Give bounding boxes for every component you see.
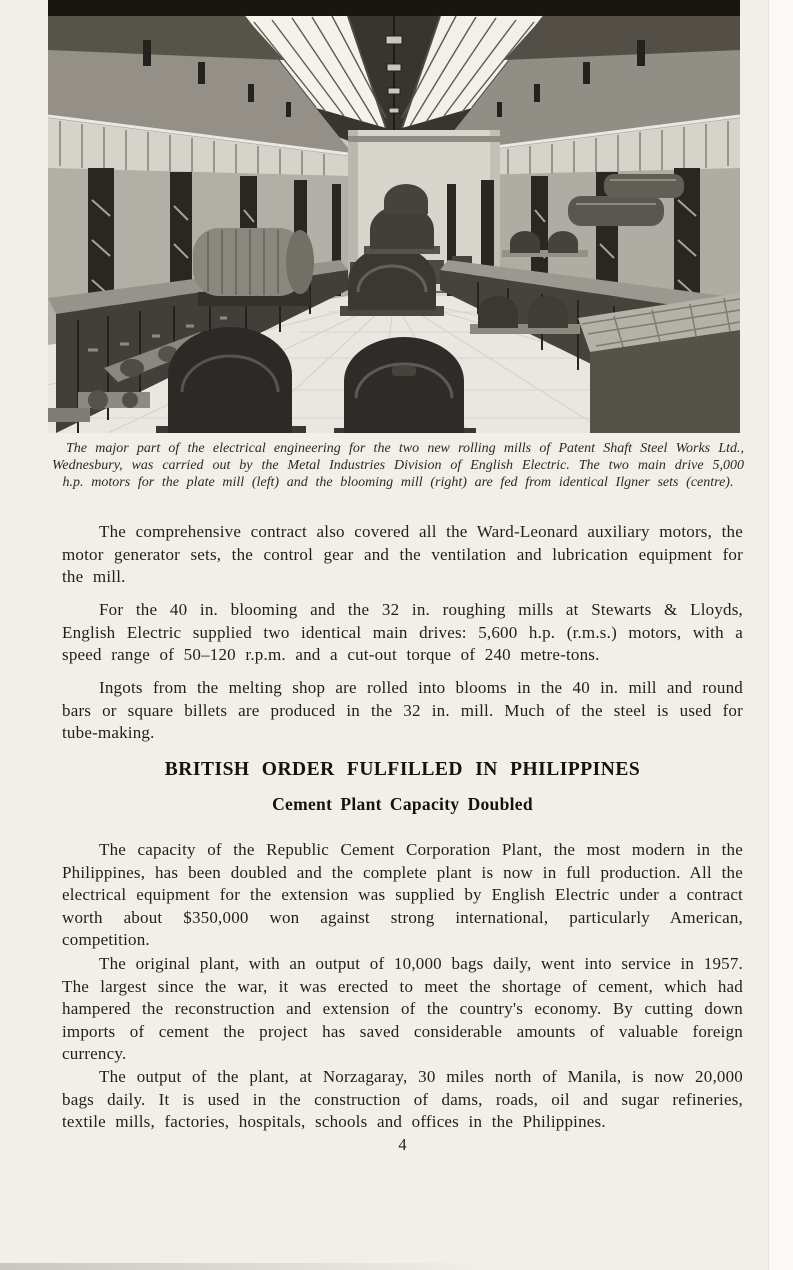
paragraph-capacity: The capacity of the Republic Cement Corporation Plant, the most modern in the Philippines, has been doubled and the complete plant is now in full production. All the electrical equipment for the extension was supplied by English Electric under a contract worth about $350,000 won against strong international, particularly American, competition. (62, 840, 743, 949)
photo-caption: The major part of the electrical engineering for the two new rolling mills of Patent Shaft Steel Works Ltd., Wednesbury, was carried out by the Metal Industries Division of English Electric. The two main drive 5,000 h.p. motors for the plate mill (left) and the blooming mill (right) are fed from identical Ilgner sets (centre). (52, 441, 744, 490)
paragraph-mills-drives: For the 40 in. blooming and the 32 in. roughing mills at Stewarts & Lloyds, English Electric supplied two identical main drives: 5,600 h.p. (r.m.s.) motors, with a speed range of 50–120 r.p.m. and a cut-out torque of 240 metre-tons. (62, 600, 743, 664)
page-edge-bottom (0, 1263, 492, 1270)
plate-mill-motor (193, 228, 314, 306)
article-subheading: Cement Plant Capacity Doubled (272, 794, 533, 814)
paragraph-output: The output of the plant, at Norzagaray, 30 miles north of Manila, is now 20,000 bags daily. It is used in the construction of dams, roads, oil and sugar refineries, textile mills, factories, hospitals, schools and offices in the Philippines. (62, 1067, 743, 1131)
page-number: 4 (398, 1135, 407, 1154)
paragraph-contract: The comprehensive contract also covered all the Ward-Leonard auxiliary motors, the motor generator sets, the control gear and the ventilation and lubrication equipment for the mill. (62, 522, 743, 586)
machine-hall-photo (48, 0, 740, 433)
article-heading: BRITISH ORDER FULFILLED IN PHILIPPINES (164, 759, 641, 780)
roof-trusses (48, 0, 740, 16)
paragraph-ingots: Ingots from the melting shop are rolled into blooms in the 40 in. mill and round bars or square billets are produced in the 32 in. mill. Much of the steel is used for tube-making. (62, 678, 743, 742)
page-edge-right (768, 0, 793, 1270)
paragraph-original-plant: The original plant, with an output of 10,000 bags daily, went into service in 1957. The largest since the war, it was erected to meet the shortage of cement, which had hampered the reconstruction and extension of the country's economy. By cutting down imports of cement the project has saved considerable amounts of valuable foreign currency. (62, 954, 743, 1063)
